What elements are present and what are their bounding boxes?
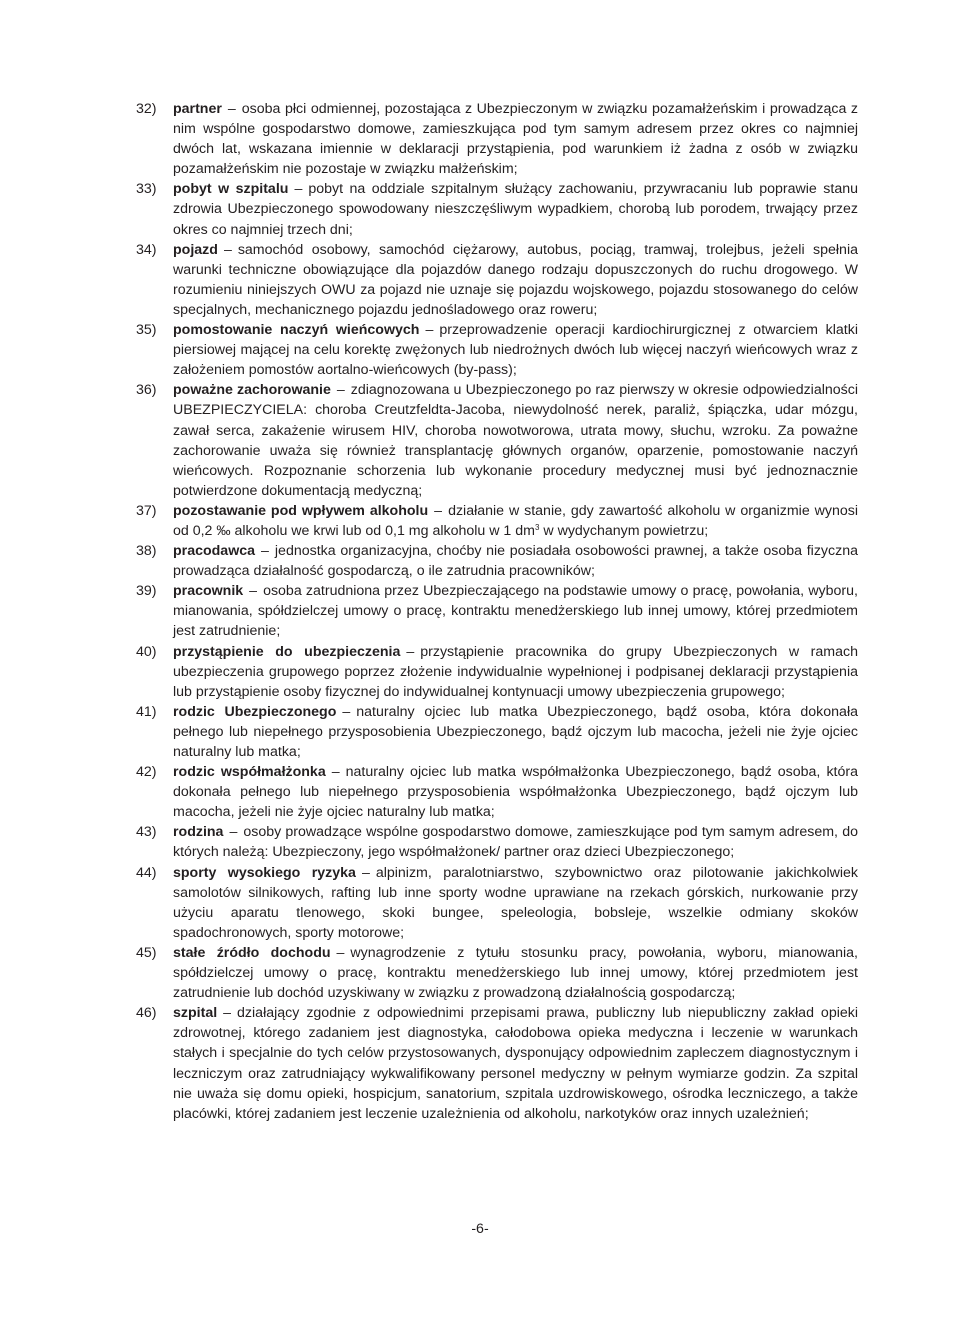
definition-item <box>136 1003 858 1124</box>
definition-number: 44) <box>136 864 157 881</box>
definition-dash: – <box>342 703 351 720</box>
definition-item <box>136 702 858 762</box>
definition-text: osoby prowadzące wspólne gospodarstwo domowe, zamieszkujące pod tym samym adresem, do których należą: Ubezpieczony, jego współmałżonek/ partner oraz dzieci Ubezpieczonego; <box>173 824 858 861</box>
definition-dash: – <box>434 502 443 519</box>
definition-term: szpital <box>173 1005 218 1022</box>
definition-number: 36) <box>136 382 157 399</box>
definition-number: 38) <box>136 543 157 560</box>
definition-text: zdiagnozowana u Ubezpieczonego po raz pierwszy w okresie odpowiedzialności UBEZPIECZYCIELA: choroba Creutzfeldta-Jacoba, niewydolność nerek, paraliż, śpiączka, udar mózgu, zawał serca, zakażenie wirusem HIV, choroba nowotworowa, utrata mowy, słuchu, wzroku. Za poważne zachorowanie uważa się również transplantację głównych organów, oparzenie, pomostowanie naczyń wieńcowych. Rozpoznanie schorzenia lub wykonanie procedury medycznej musi być jednoznacznie potwierdzone dokumentacją medyczną; <box>173 382 858 499</box>
definition-text: przystąpienie pracownika do grupy Ubezpieczonych w ramach ubezpieczenia grupowego poprzez złożenie indywidualnie wypełnionej i podpisanej deklaracji przystąpienia lub przystąpienie osoby fizycznej do indywidualnej kontynuacji umowy ubezpieczenia grupowego; <box>173 643 858 700</box>
definition-number: 39) <box>136 583 157 600</box>
definition-number: 41) <box>136 703 157 720</box>
definition-text: naturalny ojciec lub matka współmałżonka Ubezpieczonego, bądź osoba, która dokonała pełnego lub niepełnego przysposobienia współmałżonka Ubezpieczonego, bądź ojczym lub macocha, jeżeli nie żyje ojciec naturalny lub matka; <box>173 764 858 821</box>
definition-number: 32) <box>136 101 157 117</box>
definition-dash: – <box>261 543 269 560</box>
definition-item <box>136 581 858 641</box>
definition-number: 34) <box>136 241 157 258</box>
definition-item <box>136 501 858 541</box>
superscript-cubic: 3 <box>534 522 540 532</box>
definition-text: osoba płci odmiennej, pozostająca z Ubezpieczonym w związku pozamałżeńskim i prowadząca z nim wspólne gospodarstwo domowe, zamieszkująca pod tym samym adresem przez okres co najmniej dwóch lat, wskazana imiennie w deklaracji przystąpienia, pod warunkiem iż żadna z osób w związku pozamałżeńskim nie pozostaje w związku małżeńskim; <box>173 101 858 178</box>
definition-dash: – <box>223 1005 232 1022</box>
definition-dash: – <box>229 824 238 841</box>
definition-number: 33) <box>136 181 157 198</box>
definition-text: alpinizm, paralotniarstwo, szybownictwo oraz pilotowanie jakichkolwiek samolotów silnikowych, rafting lub inne sporty wodne uprawiane na rzekach górskich, nurkowanie przy użyciu aparatu tlenowego, skoki bungee, speleologia, bobsleje, wszelkie odmiany skoków spadochronowych, sporty motorowe; <box>173 864 858 941</box>
definition-text: naturalny ojciec lub matka Ubezpieczonego, bądź osoba, która dokonała pełnego lub niepełnego przysposobienia Ubezpieczonego, bądź ojczym lub macocha, jeżeli nie żyje ojciec naturalny lub matka; <box>173 703 858 760</box>
definition-item <box>136 863 858 943</box>
definition-item <box>136 240 858 320</box>
definition-text: osoba zatrudniona przez Ubezpieczającego na podstawie umowy o pracę, powołania, wyboru, mianowania, spółdzielczej umowy o pracę, kontraktu menedżerskiego lub innej umowy, której przedmiotem jest zatrudnienie; <box>173 583 858 640</box>
definition-item <box>136 762 858 822</box>
definition-number: 42) <box>136 764 157 781</box>
definition-term: partner <box>173 101 222 117</box>
definition-dash: – <box>294 181 303 198</box>
definition-number: 37) <box>136 502 157 519</box>
definition-number: 35) <box>136 322 157 339</box>
definition-term: rodzic Ubezpieczonego <box>173 703 337 720</box>
definition-dash: – <box>336 382 345 399</box>
definition-item <box>136 541 858 581</box>
definition-dash: – <box>223 241 232 258</box>
page-number: -6- <box>471 1221 489 1237</box>
definition-dash: – <box>227 101 236 117</box>
definition-dash: – <box>406 643 415 660</box>
definition-dash: – <box>249 583 258 600</box>
definition-text: samochód osobowy, samochód ciężarowy, autobus, pociąg, tramwaj, trolejbus, jeżeli spełnia warunki techniczne obowiązujące dla pojazdów danego rodzaju dopuszczonych do ruchu drogowego. W rozumieniu niniejszych OWU za pojazd nie uznaje się pojazdu wojskowego, pojazdu stosowanego do celów specjalnych, mechanicznego pojazdu jednośladowego oraz roweru; <box>173 241 858 318</box>
definition-number: 40) <box>136 643 157 660</box>
definition-item <box>136 99 858 179</box>
definition-term: pomostowanie naczyń wieńcowych <box>173 322 420 339</box>
definition-text: jednostka organizacyjna, choćby nie posiadała osobowości prawnej, a także osoba fizyczna prowadząca działalność gospodarczą, o ile zatrudnia pracowników; <box>173 543 858 580</box>
definition-item <box>136 320 858 380</box>
definition-dash: – <box>331 764 340 781</box>
definition-item <box>136 943 858 1003</box>
definition-item <box>136 642 858 702</box>
definition-text: działanie w stanie, gdy zawartość alkoholu w organizmie wynosi od 0,2 ‰ alkoholu we krwi lub od 0,1 mg alkoholu w 1 dm <box>173 502 858 539</box>
definition-term: poważne zachorowanie <box>173 382 331 399</box>
definition-term: rodzic współmałżonka <box>173 764 326 781</box>
definition-term: pojazd <box>173 241 218 258</box>
definition-term: pracownik <box>173 583 244 600</box>
definition-dash: – <box>425 322 434 339</box>
definition-term: rodzina <box>173 824 224 841</box>
definitions-list <box>136 99 858 1124</box>
definition-text: działający zgodnie z odpowiednimi przepisami prawa, publiczny lub niepubliczny zakład opieki zdrowotnej, którego zadaniem jest diagnostyka, całodobowa opieka medyczna i leczenie w warunkach stałych i specjalnie do tych celów przystosowanych, dysponujący odpowiednim zapleczem diagnostycznym i leczniczym oraz zatrudniający wykwalifikowany personel medyczny w pełnym wymiarze godzin. Za szpital nie uważa się domu opieki, hospicjum, sanatorium, szpitala uzdrowiskowego, ośrodka leczniczego, a także placówki, której zadaniem jest leczenie uzależnienia od alkoholu, narkotyków oraz innych uzależnień; <box>173 1005 858 1122</box>
definition-term: sporty wysokiego ryzyka <box>173 864 356 881</box>
definition-term: pozostawanie pod wpływem alkoholu <box>173 502 429 519</box>
definition-item <box>136 380 858 501</box>
definition-text: przeprowadzenie operacji kardiochirurgicznej z otwarciem klatki piersiowej mającej na celu korektę zwężonych lub niedrożnych dwóch lub więcej naczyń wieńcowych wraz z założeniem pomostów aortalno-wieńcowych (by-pass); <box>173 322 858 379</box>
definition-number: 46) <box>136 1005 157 1022</box>
definition-text-after: w wydychanym powietrzu; <box>539 522 709 539</box>
definition-term: przystąpienie do ubezpieczenia <box>173 643 401 660</box>
definition-dash: – <box>361 864 370 881</box>
definition-dash: – <box>336 944 345 961</box>
definition-text: wynagrodzenie z tytułu stosunku pracy, powołania, wyboru, mianowania, spółdzielczej umowy o pracę, kontraktu menedżerskiego lub innej umowy, której przedmiotem jest zatrudnienie lub dochód uzyskiwany w związku z prowadzoną działalnością gospodarczą; <box>173 944 858 1002</box>
definition-text: pobyt na oddziale szpitalnym służący zachowaniu, przywracaniu lub poprawie stanu zdrowia Ubezpieczonego spowodowany nieszczęśliwym wypadkiem, chorobą lub porodem, trwający przez okres co najmniej trzech dni; <box>173 181 858 238</box>
definition-item <box>136 179 858 239</box>
definition-number: 43) <box>136 824 157 841</box>
definition-term: stałe źródło dochodu <box>173 944 331 961</box>
definition-number: 45) <box>136 944 157 961</box>
definition-term: pracodawca <box>173 543 256 560</box>
definition-term: pobyt w szpitalu <box>173 181 289 198</box>
definition-item <box>136 822 858 862</box>
